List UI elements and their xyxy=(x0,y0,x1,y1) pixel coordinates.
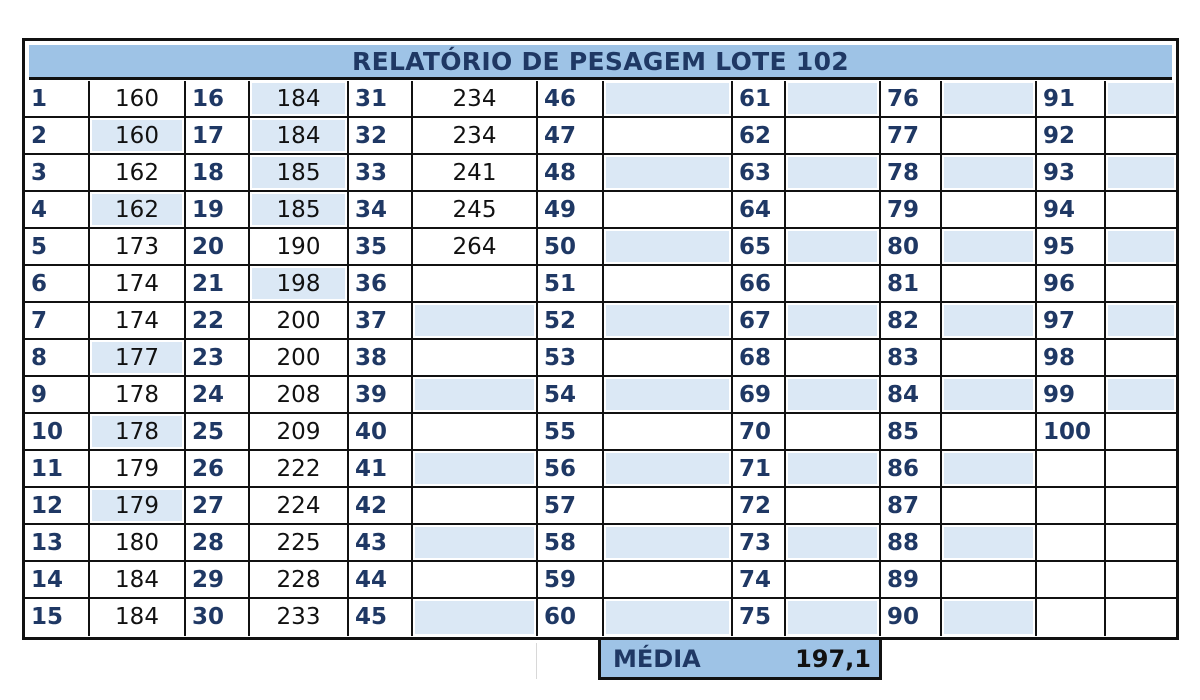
id-cell[interactable]: 54 xyxy=(536,377,602,414)
weight-value: 185 xyxy=(276,160,321,186)
id-cell[interactable] xyxy=(1035,562,1104,599)
weight-cell[interactable] xyxy=(88,266,184,303)
weight-cell[interactable] xyxy=(248,488,347,525)
id-cell[interactable]: 52 xyxy=(536,303,602,340)
weight-cell[interactable] xyxy=(784,192,879,229)
id-cell[interactable]: 30 xyxy=(184,599,248,636)
table-row xyxy=(25,599,1176,636)
weight-value: 208 xyxy=(276,382,321,408)
weight-cell[interactable] xyxy=(602,340,731,377)
weight-cell[interactable] xyxy=(602,377,731,414)
weight-cell[interactable] xyxy=(88,340,184,377)
id-cell[interactable]: 4 xyxy=(25,192,88,229)
table-row xyxy=(25,266,1176,303)
id-cell[interactable]: 51 xyxy=(536,266,602,303)
table-row xyxy=(25,488,1176,525)
weight-cell[interactable] xyxy=(940,414,1035,451)
weight-cell[interactable] xyxy=(602,118,731,155)
id-cell[interactable]: 56 xyxy=(536,451,602,488)
weight-value: 190 xyxy=(276,234,321,260)
weight-cell[interactable] xyxy=(1104,414,1176,451)
weight-cell[interactable] xyxy=(784,266,879,303)
id-cell[interactable]: 82 xyxy=(879,303,940,340)
table-row xyxy=(25,451,1176,488)
weight-cell[interactable] xyxy=(784,599,879,636)
weight-cell[interactable] xyxy=(248,451,347,488)
id-cell[interactable]: 35 xyxy=(347,229,411,266)
id-cell[interactable]: 84 xyxy=(879,377,940,414)
weight-cell[interactable] xyxy=(411,414,536,451)
weight-cell[interactable] xyxy=(248,118,347,155)
weight-value: 200 xyxy=(276,308,321,334)
weight-cell[interactable] xyxy=(248,414,347,451)
id-cell[interactable]: 3 xyxy=(25,155,88,192)
id-cell[interactable]: 85 xyxy=(879,414,940,451)
id-cell[interactable]: 78 xyxy=(879,155,940,192)
weight-value: 174 xyxy=(115,271,159,297)
weight-cell[interactable] xyxy=(411,451,536,488)
id-cell[interactable]: 93 xyxy=(1035,155,1104,192)
id-cell[interactable]: 68 xyxy=(731,340,784,377)
id-cell[interactable]: 76 xyxy=(879,81,940,118)
weight-cell[interactable] xyxy=(940,266,1035,303)
weight-cell[interactable] xyxy=(940,525,1035,562)
id-cell[interactable]: 59 xyxy=(536,562,602,599)
weight-cell[interactable] xyxy=(411,192,536,229)
weight-value: 184 xyxy=(276,86,321,112)
weight-cell[interactable] xyxy=(1104,192,1176,229)
id-cell[interactable]: 15 xyxy=(31,604,64,630)
weight-cell[interactable] xyxy=(602,414,731,451)
weight-cell[interactable] xyxy=(88,303,184,340)
weight-cell[interactable] xyxy=(88,229,184,266)
weight-cell[interactable] xyxy=(411,118,536,155)
id-cell[interactable]: 74 xyxy=(731,562,784,599)
weight-cell[interactable] xyxy=(784,414,879,451)
id-cell[interactable]: 98 xyxy=(1035,340,1104,377)
weight-cell[interactable] xyxy=(784,525,879,562)
id-cell[interactable]: 39 xyxy=(347,377,411,414)
weight-cell[interactable] xyxy=(411,377,536,414)
id-cell[interactable]: 28 xyxy=(184,525,248,562)
weight-cell[interactable] xyxy=(411,81,536,118)
weight-cell[interactable] xyxy=(784,488,879,525)
weight-cell[interactable] xyxy=(602,266,731,303)
weight-cell[interactable] xyxy=(1104,81,1176,118)
id-cell[interactable]: 43 xyxy=(347,525,411,562)
weight-cell[interactable] xyxy=(940,340,1035,377)
weight-cell[interactable] xyxy=(411,155,536,192)
weight-value: 234 xyxy=(452,123,497,149)
id-cell[interactable]: 37 xyxy=(347,303,411,340)
id-cell[interactable]: 11 xyxy=(25,451,88,488)
id-cell[interactable]: 57 xyxy=(536,488,602,525)
weight-cell[interactable] xyxy=(248,340,347,377)
id-cell[interactable]: 48 xyxy=(536,155,602,192)
id-cell[interactable]: 23 xyxy=(184,340,248,377)
weight-cell[interactable] xyxy=(940,562,1035,599)
id-cell[interactable]: 2 xyxy=(25,118,88,155)
weight-value: 177 xyxy=(115,345,159,371)
table-row xyxy=(25,229,1176,266)
id-cell[interactable]: 7 xyxy=(25,303,88,340)
id-cell[interactable]: 25 xyxy=(184,414,248,451)
weight-cell[interactable] xyxy=(602,488,731,525)
weight-value: 179 xyxy=(115,456,159,482)
weight-cell[interactable] xyxy=(940,303,1035,340)
id-cell[interactable]: 27 xyxy=(184,488,248,525)
table-row xyxy=(25,562,1176,599)
weight-cell[interactable] xyxy=(940,192,1035,229)
weight-cell[interactable] xyxy=(784,451,879,488)
id-cell[interactable]: 46 xyxy=(536,81,602,118)
weight-value: 178 xyxy=(115,419,159,445)
id-cell[interactable]: 66 xyxy=(731,266,784,303)
id-cell[interactable]: 80 xyxy=(879,229,940,266)
id-cell[interactable]: 58 xyxy=(536,525,602,562)
weight-cell[interactable] xyxy=(411,340,536,377)
weight-cell[interactable] xyxy=(940,451,1035,488)
weight-cell[interactable] xyxy=(88,488,184,525)
id-cell[interactable]: 20 xyxy=(184,229,248,266)
weight-value: 178 xyxy=(115,382,159,408)
weight-value: 160 xyxy=(115,86,159,112)
id-cell[interactable]: 31 xyxy=(347,81,411,118)
id-cell[interactable]: 47 xyxy=(536,118,602,155)
weight-value: 179 xyxy=(115,493,159,519)
weight-cell[interactable] xyxy=(411,488,536,525)
weight-cell[interactable] xyxy=(1104,229,1176,266)
id-cell[interactable]: 21 xyxy=(184,266,248,303)
table-row xyxy=(25,192,1176,229)
weight-cell[interactable] xyxy=(940,377,1035,414)
weight-cell[interactable] xyxy=(88,81,184,118)
id-cell[interactable]: 89 xyxy=(879,562,940,599)
id-cell[interactable]: 50 xyxy=(536,229,602,266)
weight-cell[interactable] xyxy=(411,303,536,340)
id-cell[interactable] xyxy=(1035,599,1104,636)
weight-cell[interactable] xyxy=(784,562,879,599)
id-cell[interactable]: 24 xyxy=(184,377,248,414)
id-cell[interactable]: 53 xyxy=(536,340,602,377)
id-cell[interactable]: 14 xyxy=(25,562,88,599)
weight-cell[interactable] xyxy=(248,562,347,599)
table-row xyxy=(25,118,1176,155)
id-cell[interactable]: 38 xyxy=(347,340,411,377)
weight-cell[interactable] xyxy=(248,599,347,636)
id-cell[interactable]: 90 xyxy=(879,599,940,636)
weight-cell[interactable] xyxy=(940,118,1035,155)
id-cell[interactable]: 6 xyxy=(25,266,88,303)
weight-cell[interactable] xyxy=(248,192,347,229)
table-row xyxy=(25,377,1176,414)
id-cell[interactable]: 42 xyxy=(347,488,411,525)
id-cell[interactable]: 65 xyxy=(731,229,784,266)
weight-value: 184 xyxy=(115,604,159,630)
id-cell[interactable]: 91 xyxy=(1035,81,1104,118)
weight-value: 184 xyxy=(115,567,159,593)
id-cell[interactable]: 96 xyxy=(1035,266,1104,303)
id-cell[interactable]: 97 xyxy=(1035,303,1104,340)
weight-cell[interactable] xyxy=(602,192,731,229)
id-cell[interactable]: 34 xyxy=(347,192,411,229)
weight-cell[interactable] xyxy=(88,525,184,562)
weight-value: 162 xyxy=(115,160,159,186)
id-cell[interactable]: 19 xyxy=(184,192,248,229)
id-cell[interactable]: 8 xyxy=(25,340,88,377)
weight-cell[interactable] xyxy=(1104,451,1176,488)
weight-cell[interactable] xyxy=(248,266,347,303)
weight-cell[interactable] xyxy=(940,229,1035,266)
id-cell[interactable]: 61 xyxy=(731,81,784,118)
weight-value: 160 xyxy=(115,123,159,149)
weight-cell[interactable] xyxy=(248,377,347,414)
weight-cell[interactable] xyxy=(602,155,731,192)
id-cell[interactable]: 70 xyxy=(731,414,784,451)
weight-cell[interactable] xyxy=(602,599,731,636)
weight-value: 180 xyxy=(115,530,159,556)
weight-cell[interactable] xyxy=(411,525,536,562)
weight-value: 174 xyxy=(115,308,159,334)
weight-cell[interactable] xyxy=(784,377,879,414)
weight-cell[interactable] xyxy=(1104,525,1176,562)
id-cell[interactable]: 94 xyxy=(1035,192,1104,229)
weight-cell[interactable] xyxy=(411,562,536,599)
id-cell[interactable] xyxy=(1035,451,1104,488)
id-cell[interactable]: 87 xyxy=(879,488,940,525)
id-cell[interactable]: 29 xyxy=(184,562,248,599)
weight-value: 233 xyxy=(276,604,321,630)
weight-cell[interactable] xyxy=(1104,266,1176,303)
id-cell[interactable]: 86 xyxy=(879,451,940,488)
id-cell[interactable]: 26 xyxy=(184,451,248,488)
weight-cell[interactable] xyxy=(1104,377,1176,414)
id-cell[interactable] xyxy=(1035,488,1104,525)
weight-cell[interactable] xyxy=(602,562,731,599)
weight-cell[interactable] xyxy=(88,155,184,192)
gridline-divider xyxy=(536,643,537,679)
weight-cell[interactable] xyxy=(1104,303,1176,340)
weight-cell[interactable] xyxy=(88,414,184,451)
weight-value: 264 xyxy=(452,234,497,260)
weight-cell[interactable] xyxy=(784,340,879,377)
weight-cell[interactable] xyxy=(784,155,879,192)
weight-cell[interactable] xyxy=(784,118,879,155)
id-cell[interactable]: 1 xyxy=(25,81,88,118)
id-cell[interactable]: 79 xyxy=(879,192,940,229)
id-cell[interactable]: 17 xyxy=(184,118,248,155)
weight-value: 222 xyxy=(276,456,321,482)
weighing-report-table xyxy=(22,38,1179,640)
weight-value: 200 xyxy=(276,345,321,371)
id-cell[interactable]: 44 xyxy=(347,562,411,599)
weight-cell[interactable] xyxy=(940,155,1035,192)
id-cell[interactable]: 12 xyxy=(25,488,88,525)
weight-value: 173 xyxy=(115,234,159,260)
id-cell[interactable]: 77 xyxy=(879,118,940,155)
id-cell[interactable]: 22 xyxy=(184,303,248,340)
weight-cell[interactable] xyxy=(1104,340,1176,377)
weight-cell[interactable] xyxy=(940,599,1035,636)
id-cell[interactable]: 5 xyxy=(25,229,88,266)
id-cell[interactable]: 32 xyxy=(347,118,411,155)
id-cell[interactable]: 99 xyxy=(1035,377,1104,414)
weight-value: 185 xyxy=(276,197,321,223)
id-cell[interactable]: 33 xyxy=(347,155,411,192)
id-cell[interactable]: 45 xyxy=(347,599,411,636)
weight-value: 184 xyxy=(276,123,321,149)
weight-cell[interactable] xyxy=(1104,155,1176,192)
average-value: 197,1 xyxy=(795,645,871,673)
weight-cell[interactable] xyxy=(1104,562,1176,599)
weight-cell[interactable] xyxy=(88,118,184,155)
weight-cell[interactable] xyxy=(1104,118,1176,155)
weight-cell[interactable] xyxy=(602,229,731,266)
weight-cell[interactable] xyxy=(1104,599,1176,636)
weight-cell[interactable] xyxy=(88,192,184,229)
id-cell[interactable]: 40 xyxy=(347,414,411,451)
id-cell[interactable]: 92 xyxy=(1035,118,1104,155)
weight-cell[interactable] xyxy=(411,229,536,266)
weight-cell[interactable] xyxy=(940,488,1035,525)
weight-value: 224 xyxy=(276,493,321,519)
id-cell[interactable]: 36 xyxy=(347,266,411,303)
id-cell[interactable]: 75 xyxy=(731,599,784,636)
weight-cell[interactable] xyxy=(88,599,184,636)
id-cell[interactable]: 67 xyxy=(731,303,784,340)
weight-cell[interactable] xyxy=(1104,488,1176,525)
id-cell[interactable]: 72 xyxy=(731,488,784,525)
weight-cell[interactable] xyxy=(248,155,347,192)
id-cell[interactable]: 64 xyxy=(731,192,784,229)
weight-value: 225 xyxy=(276,530,321,556)
id-cell[interactable]: 71 xyxy=(731,451,784,488)
id-cell[interactable]: 63 xyxy=(731,155,784,192)
weight-cell[interactable] xyxy=(602,525,731,562)
weight-value: 198 xyxy=(276,271,321,297)
id-cell[interactable]: 18 xyxy=(184,155,248,192)
id-cell[interactable]: 95 xyxy=(1035,229,1104,266)
table-row xyxy=(25,303,1176,340)
table-row xyxy=(25,414,1176,451)
weight-cell[interactable] xyxy=(411,599,536,636)
id-cell[interactable]: 100 xyxy=(1035,414,1104,451)
weight-cell[interactable] xyxy=(248,525,347,562)
id-cell[interactable]: 55 xyxy=(536,414,602,451)
weight-cell[interactable] xyxy=(784,303,879,340)
weight-cell[interactable] xyxy=(411,266,536,303)
id-cell[interactable]: 81 xyxy=(879,266,940,303)
table-row xyxy=(25,81,1176,118)
weight-cell[interactable] xyxy=(602,81,731,118)
weight-cell[interactable] xyxy=(248,303,347,340)
id-cell[interactable]: 16 xyxy=(184,81,248,118)
report-title: RELATÓRIO DE PESAGEM LOTE 102 xyxy=(29,45,1172,80)
weight-cell[interactable] xyxy=(784,81,879,118)
id-cell[interactable]: 73 xyxy=(731,525,784,562)
id-cell[interactable]: 69 xyxy=(731,377,784,414)
table-row xyxy=(25,525,1176,562)
weight-cell[interactable] xyxy=(248,229,347,266)
weight-value: 228 xyxy=(276,567,321,593)
weight-value: 245 xyxy=(452,197,497,223)
weight-cell[interactable] xyxy=(88,562,184,599)
table-row xyxy=(25,340,1176,377)
weight-cell[interactable] xyxy=(88,377,184,414)
id-cell[interactable] xyxy=(1035,525,1104,562)
weight-grid xyxy=(25,81,1176,637)
weight-cell[interactable] xyxy=(602,451,731,488)
id-cell[interactable]: 62 xyxy=(731,118,784,155)
average-label: MÉDIA xyxy=(613,645,701,673)
weight-cell[interactable] xyxy=(940,81,1035,118)
id-cell[interactable]: 60 xyxy=(536,599,602,636)
weight-value: 209 xyxy=(276,419,321,445)
id-cell[interactable]: 9 xyxy=(25,377,88,414)
weight-cell[interactable] xyxy=(88,451,184,488)
weight-value: 234 xyxy=(452,86,497,112)
id-cell[interactable]: 49 xyxy=(536,192,602,229)
weight-cell[interactable] xyxy=(248,81,347,118)
weight-cell[interactable] xyxy=(784,229,879,266)
id-cell[interactable]: 41 xyxy=(347,451,411,488)
table-row xyxy=(25,155,1176,192)
id-cell[interactable]: 10 xyxy=(25,414,88,451)
id-cell[interactable]: 13 xyxy=(25,525,88,562)
weight-cell[interactable] xyxy=(602,303,731,340)
weight-value: 241 xyxy=(452,160,497,186)
average-box xyxy=(598,640,882,680)
id-cell[interactable]: 88 xyxy=(879,525,940,562)
id-cell[interactable]: 83 xyxy=(879,340,940,377)
weight-value: 162 xyxy=(115,197,159,223)
